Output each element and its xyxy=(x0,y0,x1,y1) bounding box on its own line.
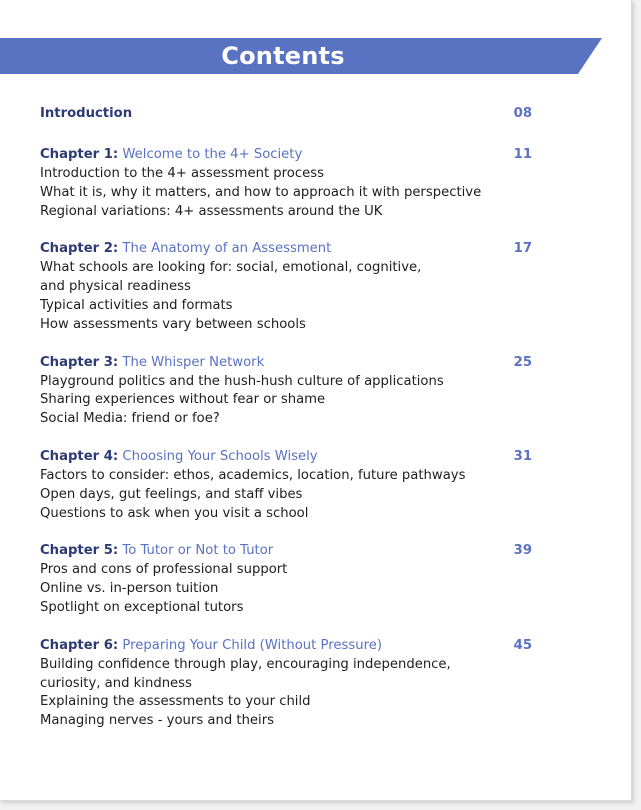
page-number: 39 xyxy=(513,543,532,559)
introduction-label: Introduction xyxy=(40,106,133,121)
entry-heading xyxy=(40,353,530,373)
chapter-list xyxy=(40,145,530,731)
chapter-topic-line: What schools are looking for: social, emotional, cognitive, xyxy=(40,260,422,276)
page-number: 17 xyxy=(513,241,532,257)
toc-entry-chapter-3[interactable] xyxy=(40,353,530,429)
chapter-topic-line: Regional variations: 4+ assessments around the UK xyxy=(40,203,383,219)
chapter-topic-line: curiosity, and kindness xyxy=(40,675,192,691)
chapter-topic-line: Social Media: friend or foe? xyxy=(40,411,220,427)
table-of-contents xyxy=(40,104,530,749)
chapter-title: Welcome to the 4+ Society xyxy=(122,147,303,162)
page-number: 25 xyxy=(513,354,532,370)
page-title: Contents xyxy=(221,42,345,70)
chapter-topic-line: and physical readiness xyxy=(40,279,191,295)
toc-entry-chapter-2[interactable] xyxy=(40,239,530,334)
chapter-topic-line: Building confidence through play, encouraging independence, xyxy=(40,656,451,672)
chapter-topic-line: Open days, gut feelings, and staff vibes xyxy=(40,486,303,502)
chapter-label: Chapter 6: xyxy=(40,637,119,653)
chapter-topic-line: Spotlight on exceptional tutors xyxy=(40,599,244,615)
chapter-topic-line: Questions to ask when you visit a school xyxy=(40,505,309,521)
toc-entry-chapter-4[interactable] xyxy=(40,447,530,523)
toc-entry-introduction[interactable] xyxy=(40,104,530,124)
toc-entry-chapter-6[interactable] xyxy=(40,636,530,731)
entry-heading xyxy=(40,104,530,124)
chapter-label: Chapter 3: xyxy=(40,354,119,370)
chapter-topic-line: Managing nerves - yours and theirs xyxy=(40,713,274,729)
toc-entry-chapter-5[interactable] xyxy=(40,541,530,617)
chapter-label: Chapter 1: xyxy=(40,147,119,162)
chapter-title: The Whisper Network xyxy=(122,354,265,370)
chapter-topic-line: Playground politics and the hush-hush culture of applications xyxy=(40,373,444,389)
chapter-topic-line: Introduction to the 4+ assessment process xyxy=(40,166,324,181)
page-number: 31 xyxy=(513,448,532,464)
chapter-label: Chapter 5: xyxy=(40,543,119,559)
chapter-title: The Anatomy of an Assessment xyxy=(122,241,332,257)
page-number: 11 xyxy=(513,147,532,162)
chapter-label: Chapter 2: xyxy=(40,241,119,257)
chapter-topic-line: Online vs. in-person tuition xyxy=(40,581,219,597)
chapter-topic-line: How assessments vary between schools xyxy=(40,316,306,332)
chapter-topic-line: Pros and cons of professional support xyxy=(40,562,288,578)
chapter-title: Preparing Your Child (Without Pressure) xyxy=(122,637,382,653)
entry-heading xyxy=(40,541,530,561)
entry-heading xyxy=(40,145,530,165)
toc-entry-chapter-1[interactable] xyxy=(40,145,530,221)
page-number: 45 xyxy=(513,637,532,653)
page-number: 08 xyxy=(513,106,532,121)
chapter-title: To Tutor or Not to Tutor xyxy=(122,543,274,559)
chapter-topic-line: Factors to consider: ethos, academics, location, future pathways xyxy=(40,467,466,483)
chapter-topic-line: Explaining the assessments to your child xyxy=(40,694,311,710)
chapter-label: Chapter 4: xyxy=(40,448,119,464)
entry-heading xyxy=(40,636,530,656)
chapter-topic-line: Sharing experiences without fear or shame xyxy=(40,392,326,408)
entry-heading xyxy=(40,447,530,467)
entry-heading xyxy=(40,239,530,259)
chapter-title: Choosing Your Schools Wisely xyxy=(122,448,318,464)
chapter-topic-line: What it is, why it matters, and how to approach it with perspective xyxy=(40,184,482,200)
chapter-topic-line: Typical activities and formats xyxy=(40,297,233,313)
